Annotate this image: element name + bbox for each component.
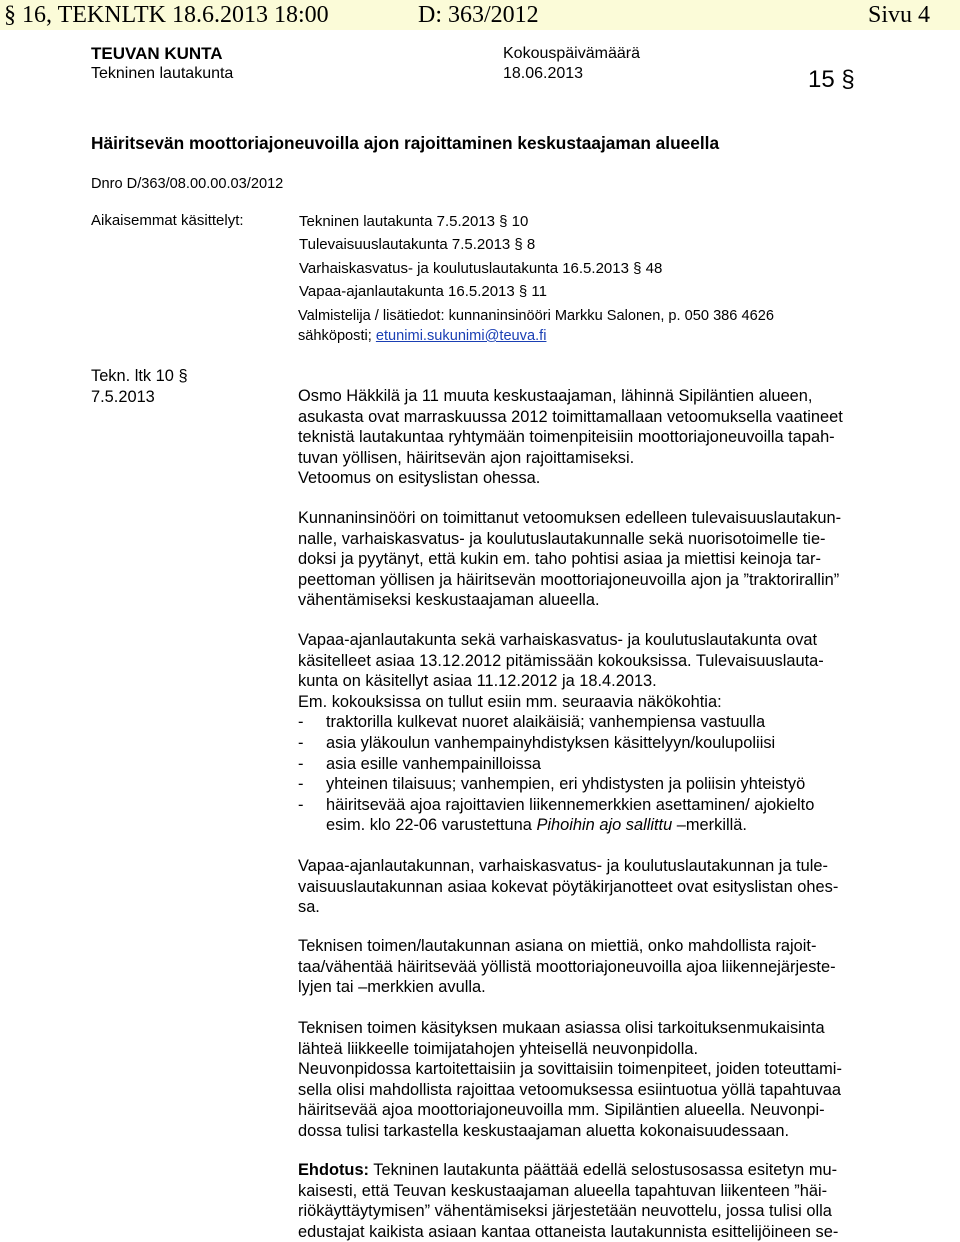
preparer-info (298, 306, 774, 346)
text-line: kaisesti, että Teuvan keskustaajaman alueella tapahtuvan liikenteen ”häi- (298, 1181, 828, 1200)
board-name: Tekninen lautakunta (91, 65, 234, 82)
text-line: käsitelleet asiaa 13.12.2012 pitämissään kokouksissa. Tulevaisuuslauta- (298, 651, 824, 670)
banner-section: § 16, TEKNLTK 18.6.2013 18:00 (4, 2, 329, 28)
text-line: kunta on käsitellyt asiaa 11.12.2012 ja 18.4.2013. (298, 672, 657, 691)
page-title: Häiritsevän moottoriajoneuvoilla ajon rajoittaminen keskustaajaman alueella (91, 133, 720, 153)
page-banner (0, 0, 960, 30)
margin-ref-line: Tekn. ltk 10 § (91, 367, 188, 385)
text-line: asukasta ovat marraskuussa 2012 toimittamallaan vetoomuksella vaatineet (298, 407, 843, 426)
text-line: taa/vähentää häiritsevää yöllistä moottoriajoneuvoilla ajoa liikennejärjeste- (298, 957, 836, 976)
text-line: Vapaa-ajanlautakunta sekä varhaiskasvatus- ja koulutuslautakunta ovat (298, 631, 818, 649)
list-item: - yhteinen tilaisuus; vanhempien, eri yhdistysten ja poliisin yhteistyö (298, 775, 806, 794)
text-line: Ehdotus: Tekninen lautakunta päättää edellä selostusosassa esitetyn mu- (298, 1161, 838, 1179)
text-line: vaisuuslautakunnan asiaa kokevat pöytäkirjanotteet ovat esityslistan ohes- (298, 877, 839, 896)
previous-item: Tekninen lautakunta 7.5.2013 § 10 (299, 213, 529, 230)
text-line: lähteä liikkeelle toimijatahojen yhteisellä neuvonpidolla. (298, 1039, 699, 1058)
preparer-email-line (298, 326, 774, 346)
text-line: tuvan yöllisen, häiritsevän ajon rajoittamiseksi. (298, 448, 635, 467)
proposal (298, 1160, 892, 1242)
list-item: - asia yläkoulun vanhempainyhdistyksen käsittelyyn/koulupoliisi (298, 733, 776, 752)
text-line: Teknisen toimen/lautakunnan asiana on miettiä, onko mahdollista rajoit- (298, 937, 817, 955)
margin-reference (91, 366, 188, 407)
sign-text: Pihoihin ajo sallittu (536, 816, 673, 835)
text-line: vähentämiseksi keskustaajaman alueella. (298, 591, 600, 610)
text-line: Vapaa-ajanlautakunnan, varhaiskasvatus- ja koulutuslautakunnan ja tule- (298, 857, 829, 875)
paragraph-3 (298, 630, 892, 836)
list-item: - traktorilla kulkevat nuoret alaikäisiä; vanhempiensa vastuulla (298, 713, 766, 732)
email-prefix: sähköposti; (298, 328, 376, 344)
dnro: Dnro D/363/08.00.00.03/2012 (91, 176, 284, 192)
list-item: - asia esille vanhempainilloissa (298, 754, 542, 773)
paragraph-2 (298, 508, 892, 611)
paragraph-4 (298, 856, 892, 918)
text-line: Em. kokouksissa on tullut esiin mm. seuraavia näkökohtia: (298, 692, 722, 711)
text-line: dossa tulisi tarkastella keskustaajaman aluetta kokonaisuudessaan. (298, 1121, 790, 1140)
email-link[interactable]: etunimi.sukunimi@teuva.fi (375, 328, 547, 344)
text-line: teknistä lautakuntaa ryhtymään toimenpiteisiin moottoriajoneuvoilla tapah- (298, 428, 835, 447)
text-line: doksi ja pyytänyt, että kukin em. taho pohtisi asiaa ja miettisi keinoja tar- (298, 550, 821, 569)
section-number: 15 § (808, 66, 855, 93)
list-item: - häiritsevää ajoa rajoittavien liikennemerkkien asettaminen/ ajokielto (298, 795, 815, 814)
text-line: Teknisen toimen käsityksen mukaan asiassa olisi tarkoituksenmukaisinta (298, 1019, 825, 1037)
paragraph-1 (298, 386, 892, 489)
text-line: edustajat kaikista asiaan kantaa ottaneista lautakunnista esittelijöineen se- (298, 1222, 839, 1241)
text-line: Kunnaninsinööri on toimittanut vetoomuksen edelleen tulevaisuuslautakun- (298, 509, 842, 527)
text-line: Neuvonpidossa kartoitettaisiin ja sovittaisiin toimenpiteet, joiden toteuttami- (298, 1060, 842, 1079)
margin-ref-date: 7.5.2013 (91, 387, 155, 406)
previous-item: Varhaiskasvatus- ja koulutuslautakunta 16.5.2013 § 48 (299, 259, 663, 277)
text-line: Osmo Häkkilä ja 11 muuta keskustaajaman, lähinnä Sipiläntien alueen, (298, 387, 813, 405)
paragraph-5 (298, 936, 892, 998)
text-line: riökäyttäytymisen” vähentämiseksi järjestetään neuvottelu, jossa tulisi olla (298, 1202, 832, 1221)
meeting-date-label: Kokouspäivämäärä (503, 45, 640, 62)
proposal-label: Ehdotus: (298, 1161, 370, 1179)
text-line: häiritsevää ajoa moottoriajoneuvoilla mm. Sipiläntien alueella. Neuvonpi- (298, 1101, 825, 1120)
text-line: sella olisi mahdollista rajoittaa vetoomuksessa esiintuotua yöllä tapahtuvaa (298, 1080, 842, 1099)
text-line: sa. (298, 898, 320, 917)
previous-list (299, 210, 662, 304)
org-name: TEUVAN KUNTA (91, 44, 223, 63)
text-line: lyjen tai –merkkien avulla. (298, 978, 486, 997)
text-line: Vetoomus on esityslistan ohessa. (298, 469, 541, 488)
previous-label: Aikaisemmat käsittelyt: (91, 212, 244, 229)
text-line: nalle, varhaiskasvatus- ja koulutuslautakunnalle sekä nuorisotoimelle tie- (298, 529, 826, 548)
banner-doc-number: D: 363/2012 (418, 2, 539, 28)
banner-page: Sivu 4 (868, 2, 931, 28)
previous-item: Tulevaisuuslautakunta 7.5.2013 § 8 (299, 236, 536, 254)
list-item-continuation: esim. klo 22-06 varustettuna Pihoihin ajo sallittu –merkillä. (326, 816, 747, 835)
text-line: peettoman yöllisen ja häiritsevän moottoriajoneuvoilla ajon ja ”traktorirallin” (298, 570, 840, 589)
preparer-line: Valmistelija / lisätiedot: kunnaninsinööri Markku Salonen, p. 050 386 4626 (298, 308, 774, 324)
meeting-date: 18.06.2013 (503, 65, 584, 82)
previous-item: Vapaa-ajanlautakunta 16.5.2013 § 11 (299, 283, 547, 301)
paragraph-6 (298, 1018, 892, 1142)
